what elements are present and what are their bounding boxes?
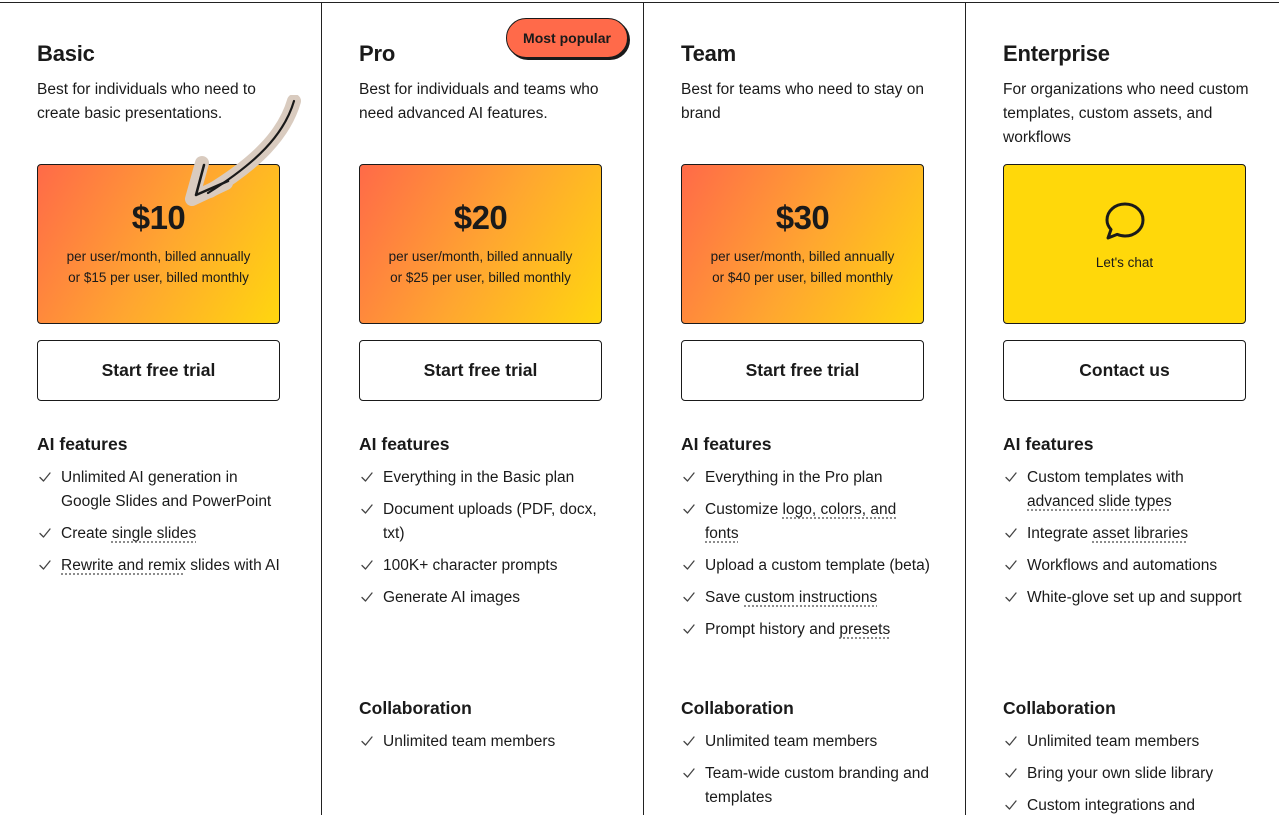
ai-features-heading: AI features xyxy=(1003,434,1094,454)
check-icon xyxy=(1005,560,1017,570)
feature-text: Everything in the Pro plan xyxy=(705,469,883,486)
plan-description: Best for individuals and teams who need advanced AI features. xyxy=(359,81,599,122)
feature-text: Unlimited team members xyxy=(1027,733,1200,750)
feature-text: 100K+ character prompts xyxy=(383,557,558,574)
ai-features-list xyxy=(1003,466,1253,618)
feature-link-text[interactable]: advanced slide types xyxy=(1027,493,1172,510)
start-free-trial-button[interactable]: Start free trial xyxy=(681,340,924,401)
collaboration-list xyxy=(681,730,931,815)
price-box xyxy=(359,164,602,324)
check-icon xyxy=(361,472,373,482)
most-popular-badge: Most popular xyxy=(506,18,628,58)
plan-description: Best for individuals who need to create basic presentations. xyxy=(37,81,256,122)
feature-link-text[interactable]: custom instructions xyxy=(744,589,878,606)
feature-text: Bring your own slide library xyxy=(1027,765,1214,782)
feature-item xyxy=(681,498,931,546)
price-note-monthly: or $40 per user, billed monthly xyxy=(712,270,893,285)
feature-text: Custom integrations and xyxy=(1027,797,1196,814)
feature-text: White-glove set up and support xyxy=(1027,589,1242,606)
check-icon xyxy=(361,736,373,746)
feature-link-text[interactable]: single slides xyxy=(111,525,197,542)
feature-text: Everything in the Basic plan xyxy=(383,469,575,486)
check-icon xyxy=(39,528,51,538)
check-icon xyxy=(1005,768,1017,778)
collaboration-heading: Collaboration xyxy=(359,698,472,718)
check-icon xyxy=(683,472,695,482)
price-note-annual: per user/month, billed annually xyxy=(388,249,573,264)
price-note-annual: per user/month, billed annually xyxy=(66,249,251,264)
feature-item xyxy=(37,466,287,514)
check-icon xyxy=(683,768,695,778)
check-icon xyxy=(683,560,695,570)
feature-link-text[interactable]: logo, colors, and fonts xyxy=(705,501,897,542)
feature-link-text[interactable]: asset libraries xyxy=(1092,525,1189,542)
feature-item xyxy=(359,586,609,610)
feature-item xyxy=(1003,522,1253,546)
feature-text: Unlimited AI generation in Google Slides and PowerPoint xyxy=(61,469,272,510)
plan-name: Team xyxy=(681,41,737,66)
feature-text: Team-wide custom branding and templates xyxy=(705,765,930,806)
contact-us-button[interactable]: Contact us xyxy=(1003,340,1246,401)
feature-text: Upload a custom template (beta) xyxy=(705,557,930,574)
feature-item xyxy=(1003,466,1253,514)
ai-features-heading: AI features xyxy=(681,434,772,454)
check-icon xyxy=(1005,736,1017,746)
feature-text: Prompt history and xyxy=(705,621,840,638)
check-icon xyxy=(1005,592,1017,602)
plan-name: Basic xyxy=(37,41,95,66)
price: $30 xyxy=(775,199,830,236)
feature-item xyxy=(681,618,931,642)
plan-card-team xyxy=(643,3,965,815)
check-icon xyxy=(39,472,51,482)
price-box xyxy=(37,164,280,324)
feature-text: slides with AI xyxy=(185,557,280,574)
start-free-trial-button[interactable]: Start free trial xyxy=(359,340,602,401)
check-icon xyxy=(683,592,695,602)
feature-text: Customize xyxy=(705,501,783,518)
collaboration-heading: Collaboration xyxy=(681,698,794,718)
check-icon xyxy=(683,504,695,514)
price: $10 xyxy=(131,199,186,236)
price-note xyxy=(360,246,601,288)
price-note-monthly: or $25 per user, billed monthly xyxy=(390,270,571,285)
feature-text: Generate AI images xyxy=(383,589,520,606)
plan-description: For organizations who need custom templates, custom assets, and workflows xyxy=(1003,81,1249,146)
price-note-annual: per user/month, billed annually xyxy=(710,249,895,264)
plan-name: Enterprise xyxy=(1003,41,1110,66)
price-note-monthly: or $15 per user, billed monthly xyxy=(68,270,249,285)
feature-text: Save xyxy=(705,589,745,606)
check-icon xyxy=(361,592,373,602)
ai-features-list xyxy=(37,466,287,586)
chat-label: Let's chat xyxy=(1095,255,1154,270)
collaboration-list xyxy=(1003,730,1253,815)
plan-description: Best for teams who need to stay on brand xyxy=(681,81,924,122)
feature-item xyxy=(681,586,931,610)
feature-item xyxy=(1003,730,1253,754)
check-icon xyxy=(683,736,695,746)
feature-item xyxy=(359,730,609,754)
price: $20 xyxy=(453,199,508,236)
feature-item xyxy=(37,522,287,546)
feature-text: Workflows and automations xyxy=(1027,557,1218,574)
check-icon xyxy=(1005,528,1017,538)
check-icon xyxy=(1005,472,1017,482)
chat-box xyxy=(1003,164,1246,324)
feature-item xyxy=(681,762,931,810)
feature-item xyxy=(359,498,609,546)
feature-item xyxy=(37,554,287,578)
feature-item xyxy=(1003,762,1253,786)
plan-name: Pro xyxy=(359,41,396,66)
start-free-trial-button[interactable]: Start free trial xyxy=(37,340,280,401)
check-icon xyxy=(361,560,373,570)
feature-text: Integrate xyxy=(1027,525,1093,542)
chat-bubble-icon xyxy=(1103,199,1147,243)
feature-item xyxy=(1003,794,1253,815)
feature-item xyxy=(681,554,931,578)
plan-card-basic xyxy=(0,3,321,815)
feature-text: Document uploads (PDF, docx, txt) xyxy=(383,501,597,542)
plan-card-pro xyxy=(321,3,643,815)
collaboration-heading: Collaboration xyxy=(1003,698,1116,718)
plan-card-enterprise xyxy=(965,3,1279,815)
ai-features-heading: AI features xyxy=(37,434,128,454)
feature-item xyxy=(1003,586,1253,610)
ai-features-list xyxy=(681,466,931,650)
price-box xyxy=(681,164,924,324)
collaboration-list xyxy=(359,730,609,762)
feature-item xyxy=(681,466,931,490)
feature-item xyxy=(681,730,931,754)
feature-text: Create xyxy=(61,525,112,542)
ai-features-heading: AI features xyxy=(359,434,450,454)
feature-item xyxy=(359,466,609,490)
price-note xyxy=(38,246,279,288)
ai-features-list xyxy=(359,466,609,618)
check-icon xyxy=(361,504,373,514)
feature-item xyxy=(1003,554,1253,578)
feature-text: Custom templates with xyxy=(1027,469,1184,486)
feature-item xyxy=(359,554,609,578)
feature-text: Unlimited team members xyxy=(705,733,878,750)
feature-link-text[interactable]: Rewrite and remix xyxy=(61,557,186,574)
check-icon xyxy=(39,560,51,570)
pricing-table xyxy=(0,3,1279,815)
check-icon xyxy=(683,624,695,634)
feature-link-text[interactable]: presets xyxy=(839,621,891,638)
check-icon xyxy=(1005,800,1017,810)
price-note xyxy=(682,246,923,288)
feature-text: Unlimited team members xyxy=(383,733,556,750)
